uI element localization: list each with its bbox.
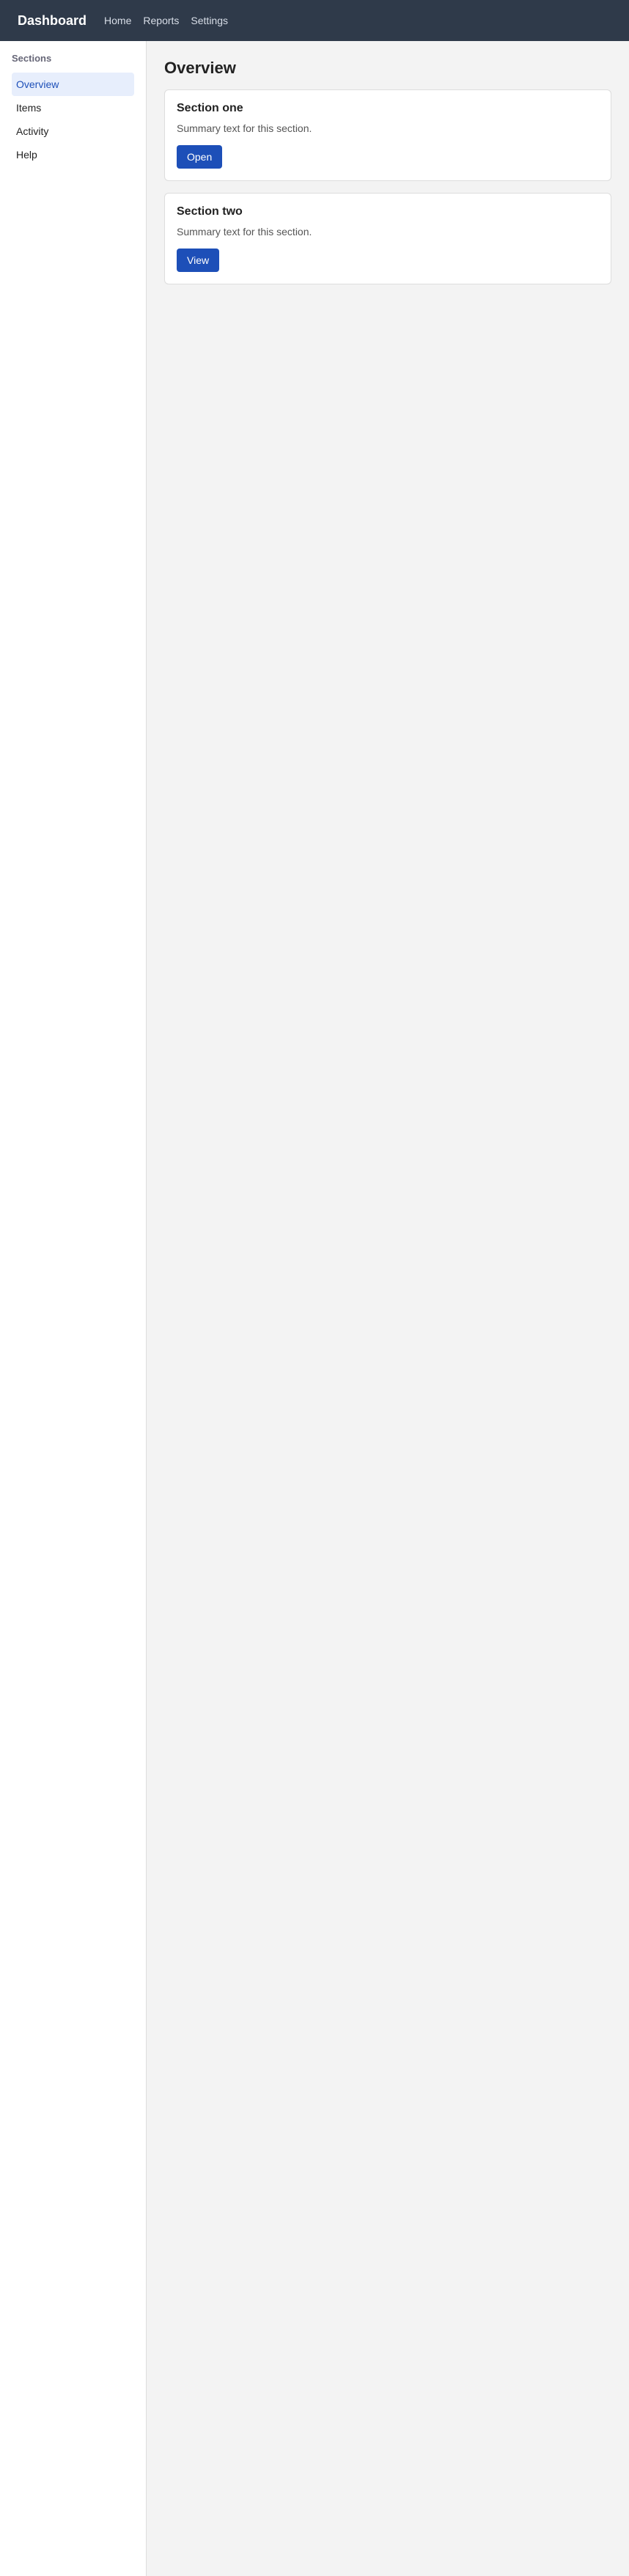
primary-nav [104, 15, 228, 26]
card-heading: Section two [177, 205, 243, 218]
sidebar-item[interactable]: Overview [12, 73, 134, 96]
card-body: Summary text for this section. [177, 226, 312, 238]
nav-link[interactable]: Settings [191, 15, 229, 26]
content-card [164, 89, 611, 181]
page-title: Overview [164, 59, 236, 77]
sidebar-list [12, 73, 134, 166]
nav-link[interactable]: Reports [143, 15, 180, 26]
sidebar-item[interactable]: Items [16, 102, 42, 114]
card-action-button[interactable]: Open [177, 145, 222, 169]
nav-link[interactable]: Home [104, 15, 132, 26]
card-body: Summary text for this section. [177, 122, 312, 134]
card-action-button[interactable]: View [177, 249, 219, 272]
sidebar-item[interactable]: Help [16, 149, 37, 161]
sidebar-item[interactable]: Activity [16, 125, 49, 137]
card-heading: Section one [177, 102, 243, 114]
main-panel [147, 41, 629, 2576]
content-card [164, 193, 611, 284]
brand-name: Dashboard [18, 12, 87, 28]
sidebar [0, 41, 147, 2576]
sidebar-title: Sections [12, 53, 52, 64]
top-bar [0, 0, 629, 41]
content-area [0, 41, 629, 2576]
